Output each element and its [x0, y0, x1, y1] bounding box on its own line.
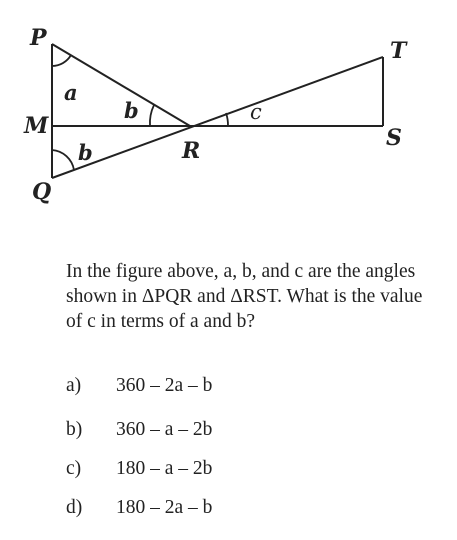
choice-letter: d) — [66, 497, 83, 518]
choice-expression: 360 – a – 2b — [116, 419, 213, 440]
point-label-R: R — [182, 138, 201, 164]
angle-label-b-bottom: b — [78, 140, 93, 165]
point-label-P: P — [30, 25, 47, 51]
choice-a[interactable] — [66, 375, 212, 397]
choice-c[interactable] — [66, 458, 212, 480]
angle-arc-b-top — [150, 105, 154, 126]
choice-letter: b) — [66, 419, 83, 440]
choice-letter: c) — [66, 458, 82, 479]
angle-arc-a — [52, 55, 71, 66]
point-label-M: M — [24, 113, 49, 139]
choice-expression: 180 – 2a – b — [116, 497, 213, 518]
point-label-T: T — [390, 38, 407, 64]
point-label-Q: Q — [32, 179, 52, 205]
angle-label-b-top: b — [124, 98, 139, 123]
choice-d[interactable] — [66, 497, 212, 519]
question-text: In the figure above, a, b, and c are the angles shown in ΔPQR and ΔRST. What is the value of c in terms of a and b? — [66, 261, 423, 332]
choice-expression: 360 – 2a – b — [116, 375, 213, 396]
geometry-figure — [0, 0, 457, 225]
choice-b[interactable] — [66, 419, 212, 441]
segment-QT — [52, 57, 383, 178]
angle-arc-b-bottom — [52, 150, 74, 170]
choice-expression: 180 – a – 2b — [116, 458, 213, 479]
point-label-S: S — [386, 125, 402, 151]
angle-label-c: c — [250, 100, 262, 124]
choice-letter: a) — [66, 375, 82, 396]
angle-label-a: a — [64, 80, 78, 105]
angle-arc-c — [226, 113, 228, 126]
